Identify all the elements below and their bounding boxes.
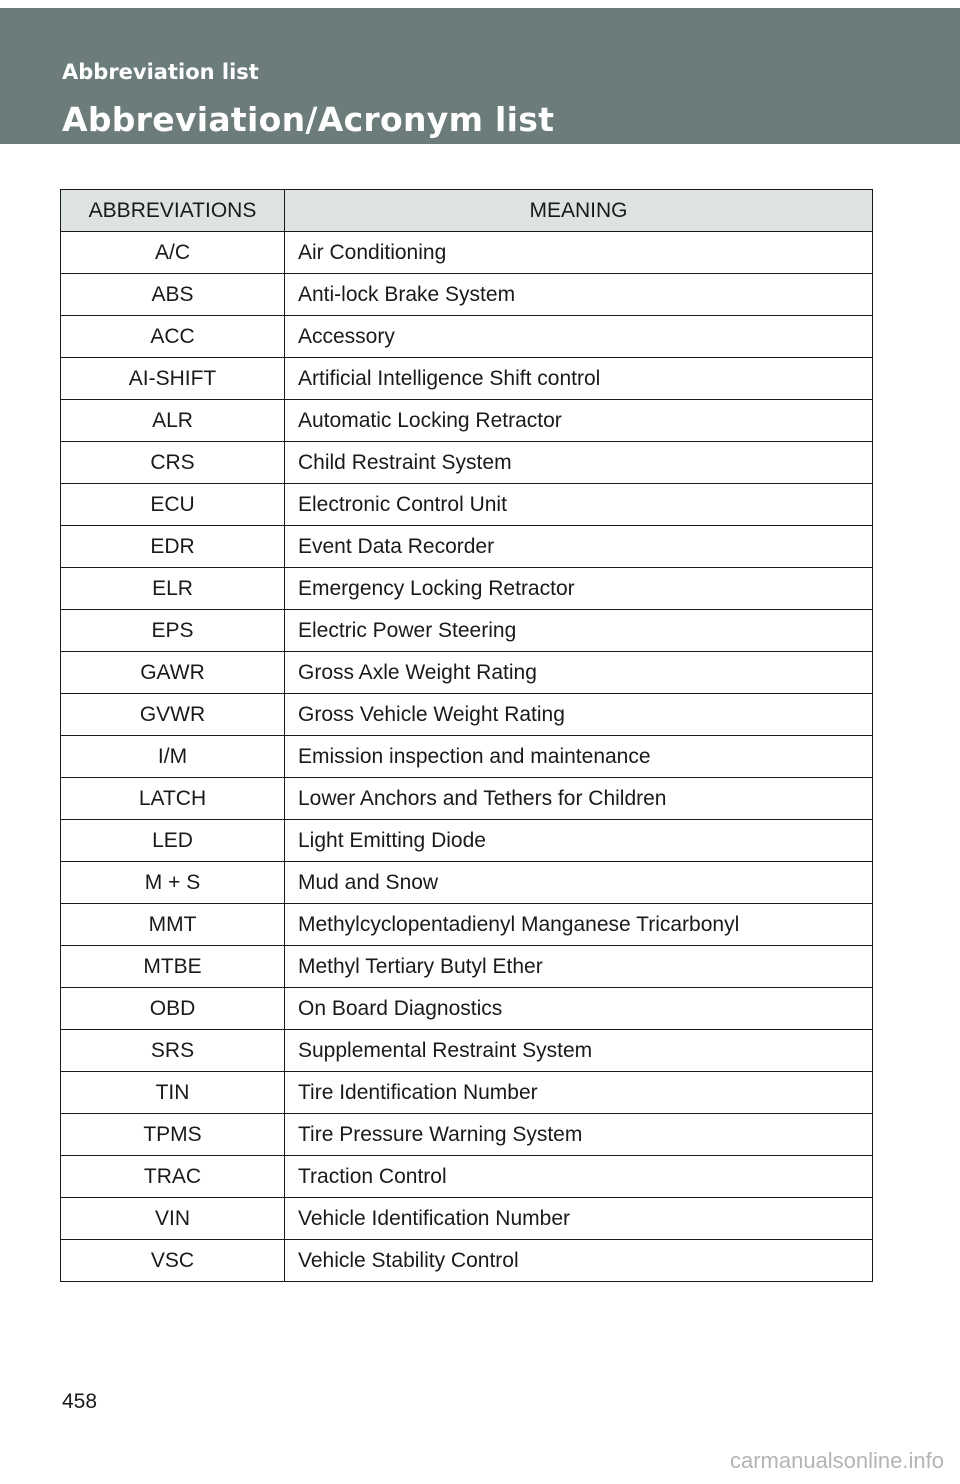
table-row: [61, 652, 873, 694]
table-row: [61, 1030, 873, 1072]
meaning-cell: Tire Pressure Warning System: [285, 1114, 873, 1156]
abbreviation-cell: AI-SHIFT: [61, 358, 285, 400]
abbreviation-cell: MMT: [61, 904, 285, 946]
table-row: [61, 274, 873, 316]
watermark: carmanualsonline.info: [729, 1448, 944, 1473]
meaning-cell: Emission inspection and maintenance: [285, 736, 873, 778]
column-header-abbreviations: ABBREVIATIONS: [61, 190, 285, 232]
table-row: [61, 904, 873, 946]
table-row: [61, 568, 873, 610]
table-row: [61, 820, 873, 862]
abbreviation-table: [60, 189, 873, 1282]
meaning-cell: On Board Diagnostics: [285, 988, 873, 1030]
meaning-cell: Electric Power Steering: [285, 610, 873, 652]
table-row: [61, 316, 873, 358]
meaning-cell: Mud and Snow: [285, 862, 873, 904]
abbreviation-cell: TPMS: [61, 1114, 285, 1156]
table-row: [61, 358, 873, 400]
abbreviation-cell: EPS: [61, 610, 285, 652]
meaning-cell: Child Restraint System: [285, 442, 873, 484]
meaning-cell: Emergency Locking Retractor: [285, 568, 873, 610]
table-row: [61, 1240, 873, 1282]
table-row: [61, 610, 873, 652]
page-header: [0, 8, 960, 144]
table-row: [61, 946, 873, 988]
meaning-cell: Tire Identification Number: [285, 1072, 873, 1114]
abbreviation-cell: ALR: [61, 400, 285, 442]
abbreviation-cell: ECU: [61, 484, 285, 526]
abbreviation-cell: LED: [61, 820, 285, 862]
abbreviation-cell: TRAC: [61, 1156, 285, 1198]
abbreviation-cell: LATCH: [61, 778, 285, 820]
table-row: [61, 400, 873, 442]
table-row: [61, 778, 873, 820]
column-header-meaning: MEANING: [285, 190, 873, 232]
section-label: Abbreviation list: [62, 60, 259, 84]
table-row: [61, 988, 873, 1030]
meaning-cell: Traction Control: [285, 1156, 873, 1198]
abbreviation-cell: MTBE: [61, 946, 285, 988]
abbreviation-cell: ACC: [61, 316, 285, 358]
table-row: [61, 484, 873, 526]
abbreviation-cell: GAWR: [61, 652, 285, 694]
meaning-cell: Automatic Locking Retractor: [285, 400, 873, 442]
table-row: [61, 526, 873, 568]
page-title: Abbreviation/Acronym list: [62, 100, 555, 139]
meaning-cell: Electronic Control Unit: [285, 484, 873, 526]
table-row: [61, 1072, 873, 1114]
table-row: [61, 694, 873, 736]
meaning-cell: Supplemental Restraint System: [285, 1030, 873, 1072]
table-body: [61, 232, 873, 1282]
table-row: [61, 1156, 873, 1198]
meaning-cell: Accessory: [285, 316, 873, 358]
abbreviation-cell: EDR: [61, 526, 285, 568]
table-row: [61, 862, 873, 904]
meaning-cell: Light Emitting Diode: [285, 820, 873, 862]
abbreviation-cell: CRS: [61, 442, 285, 484]
abbreviation-cell: A/C: [61, 232, 285, 274]
abbreviation-cell: VSC: [61, 1240, 285, 1282]
abbreviation-cell: GVWR: [61, 694, 285, 736]
table-row: [61, 1114, 873, 1156]
table-row: [61, 442, 873, 484]
table-header-row: [61, 190, 873, 232]
page-number: 458: [62, 1390, 98, 1413]
meaning-cell: Methylcyclopentadienyl Manganese Tricarbonyl: [285, 904, 873, 946]
abbreviation-cell: I/M: [61, 736, 285, 778]
meaning-cell: Vehicle Identification Number: [285, 1198, 873, 1240]
table-row: [61, 232, 873, 274]
abbreviation-cell: VIN: [61, 1198, 285, 1240]
table-row: [61, 736, 873, 778]
abbreviation-cell: M + S: [61, 862, 285, 904]
meaning-cell: Event Data Recorder: [285, 526, 873, 568]
meaning-cell: Air Conditioning: [285, 232, 873, 274]
abbreviation-cell: ABS: [61, 274, 285, 316]
meaning-cell: Vehicle Stability Control: [285, 1240, 873, 1282]
meaning-cell: Artificial Intelligence Shift control: [285, 358, 873, 400]
meaning-cell: Methyl Tertiary Butyl Ether: [285, 946, 873, 988]
meaning-cell: Gross Axle Weight Rating: [285, 652, 873, 694]
abbreviation-cell: TIN: [61, 1072, 285, 1114]
abbreviation-cell: OBD: [61, 988, 285, 1030]
abbreviation-cell: ELR: [61, 568, 285, 610]
meaning-cell: Anti-lock Brake System: [285, 274, 873, 316]
table-row: [61, 1198, 873, 1240]
meaning-cell: Lower Anchors and Tethers for Children: [285, 778, 873, 820]
meaning-cell: Gross Vehicle Weight Rating: [285, 694, 873, 736]
abbreviation-cell: SRS: [61, 1030, 285, 1072]
